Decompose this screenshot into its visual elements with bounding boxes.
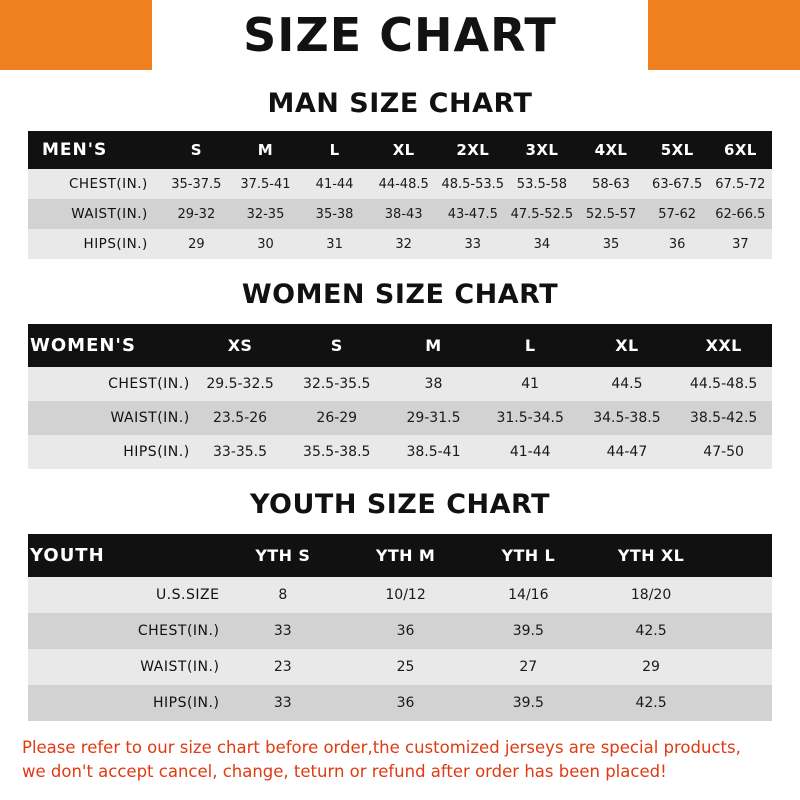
women-header-cell: XXL [705,336,742,355]
man-cell: 35-37.5 [171,176,222,192]
women-cell: 41-44 [509,444,551,460]
women-cell: 33-35.5 [213,444,268,460]
youth-cell-spacer [712,613,772,649]
women-row-label: CHEST(IN.) [108,376,190,392]
women-size-table [28,324,772,469]
man-row-label: HIPS(IN.) [83,236,148,252]
table-row [28,229,772,259]
youth-cell: 27 [519,659,538,675]
women-cell: 26-29 [316,410,358,426]
youth-cell: 33 [273,623,292,639]
youth-header-cell: YTH L [501,546,556,565]
man-row-label: WAIST(IN.) [71,206,148,222]
youth-section-title: YOUTH SIZE CHART [249,489,551,520]
man-cell: 33 [464,236,482,252]
youth-cell: 18/20 [630,587,672,603]
man-cell: 37 [732,236,749,252]
banner-left-accent [0,0,152,70]
man-cell: 35 [602,236,620,252]
man-header-cell: MEN'S [42,140,108,160]
disclaimer-line-1: Please refer to our size chart before order,the customized jerseys are special products, [22,738,741,758]
youth-cell: 33 [273,695,292,711]
man-header-cell: M [257,141,274,159]
youth-table-wrapper [0,534,800,721]
man-header-cell: 3XL [525,141,559,159]
man-section-title: MAN SIZE CHART [267,88,533,119]
man-header-cell: 4XL [594,141,628,159]
youth-table-header-row [28,534,772,577]
man-header-cell: 6XL [723,141,757,159]
women-section-title: WOMEN SIZE CHART [241,279,559,310]
youth-cell: 29 [642,659,660,675]
man-cell: 37.5-41 [240,176,291,192]
youth-cell-spacer [712,649,772,685]
man-cell: 35-38 [315,206,354,222]
women-cell: 35.5-38.5 [303,444,371,460]
man-header-cell: 5XL [660,141,694,159]
header-banner [0,0,800,70]
women-header-cell: L [524,336,536,355]
youth-cell-spacer [712,685,772,721]
youth-header-cell: YTH XL [617,546,685,565]
youth-row-label: HIPS(IN.) [152,695,220,711]
table-row [28,613,772,649]
youth-cell: 14/16 [508,587,549,603]
table-row [28,199,772,229]
man-cell: 32-35 [246,206,285,222]
youth-size-table [28,534,772,721]
youth-row-label: U.S.SIZE [155,587,220,603]
banner-right-accent [648,0,800,70]
women-cell: 38.5-42.5 [689,410,758,426]
youth-cell: 8 [278,587,288,603]
youth-cell: 39.5 [512,695,544,711]
youth-cell: 10/12 [385,587,426,603]
women-cell: 38.5-41 [406,444,461,460]
youth-row-label: WAIST(IN.) [140,659,220,675]
disclaimer-note [0,722,800,800]
women-header-cell: WOMEN'S [30,335,136,356]
man-cell: 58-63 [592,176,630,192]
man-cell: 41-44 [315,176,354,192]
man-header-cell: S [190,141,202,159]
table-row [28,685,772,721]
women-row-label: WAIST(IN.) [110,410,190,426]
table-row [28,649,772,685]
youth-cell: 39.5 [512,623,544,639]
youth-cell: 36 [396,623,415,639]
women-cell: 34.5-38.5 [593,410,661,426]
man-cell: 38-43 [384,206,423,222]
women-cell: 38 [424,376,443,392]
table-row [28,401,772,435]
youth-header-spacer [712,534,772,577]
man-cell: 36 [668,236,686,252]
man-cell: 53.5-58 [516,176,567,192]
women-cell: 44-47 [606,444,648,460]
women-cell: 29.5-32.5 [206,376,274,392]
man-cell: 32 [395,236,412,252]
man-cell: 52.5-57 [585,206,637,222]
man-header-cell: XL [392,141,415,159]
youth-cell-spacer [712,577,772,613]
man-cell: 44-48.5 [378,176,429,192]
disclaimer-line-2: we don't accept cancel, change, teturn or refund after order has been placed! [22,762,667,782]
man-cell: 62-66.5 [715,206,766,222]
women-cell: 32.5-35.5 [303,376,371,392]
man-table-header-row [28,131,772,169]
youth-header-cell: YTH M [375,546,436,565]
youth-header-cell: YOUTH [30,545,105,566]
man-cell: 29-32 [177,206,216,222]
man-cell: 31 [326,236,343,252]
man-row-label: CHEST(IN.) [68,176,148,192]
man-header-cell: L [329,141,340,159]
women-table-wrapper [0,324,800,469]
man-header-cell: 2XL [456,141,490,159]
man-cell: 48.5-53.5 [441,176,505,192]
man-cell: 34 [533,236,551,252]
women-header-cell: M [425,336,442,355]
table-row [28,435,772,469]
youth-row-label: CHEST(IN.) [137,623,220,639]
man-cell: 63-67.5 [652,176,703,192]
youth-cell: 42.5 [635,623,667,639]
women-cell: 44.5-48.5 [689,376,758,392]
women-cell: 31.5-34.5 [496,410,564,426]
women-header-cell: XL [615,336,639,355]
women-header-cell: S [330,336,343,355]
women-cell: 44.5 [611,376,643,392]
man-size-table [28,131,772,259]
table-row [28,577,772,613]
youth-cell: 25 [396,659,415,675]
man-table-wrapper [0,131,800,259]
man-cell: 30 [257,236,274,252]
women-row-label: HIPS(IN.) [123,444,190,460]
youth-cell: 42.5 [635,695,667,711]
table-row [28,367,772,401]
man-cell: 29 [188,236,205,252]
youth-header-cell: YTH S [255,546,311,565]
man-cell: 47.5-52.5 [510,206,574,222]
women-cell: 47-50 [703,444,744,460]
women-table-header-row [28,324,772,367]
man-cell: 43-47.5 [447,206,498,222]
women-cell: 23.5-26 [213,410,268,426]
women-cell: 29-31.5 [406,410,461,426]
page-title: SIZE CHART [243,8,557,62]
man-cell: 67.5-72 [715,176,766,192]
women-cell: 41 [521,376,540,392]
women-header-cell: XS [227,336,253,355]
youth-cell: 36 [396,695,415,711]
youth-cell: 23 [273,659,292,675]
man-cell: 57-62 [658,206,697,222]
table-row [28,169,772,199]
